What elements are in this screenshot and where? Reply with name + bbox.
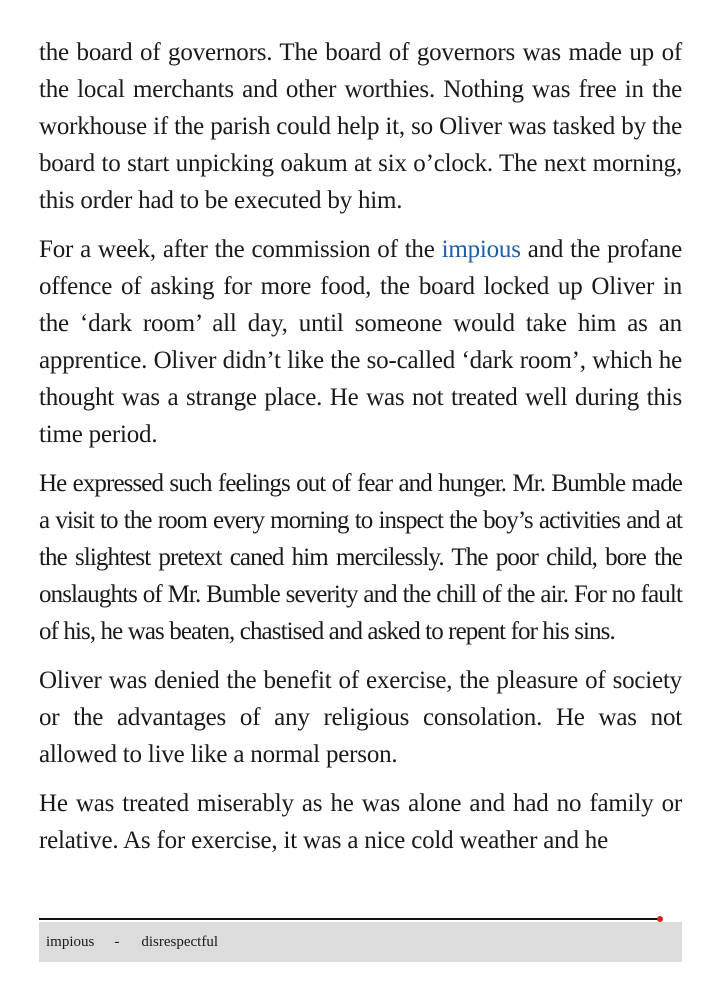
page-body xyxy=(39,34,682,871)
paragraph-5: He was treated miserably as he was alone and had no family or relative. As for exercise, it was a nice cold weather and he xyxy=(39,790,682,854)
glossary-definition: disrespectful xyxy=(141,933,218,950)
glossary-term: impious xyxy=(46,933,95,950)
paragraph-2 xyxy=(39,231,682,453)
footnote-divider xyxy=(39,918,659,920)
glossary-separator: - xyxy=(114,933,120,950)
paragraph-4: Oliver was denied the benefit of exercise, the pleasure of society or the advantages of any religious consolation. He was not allowed to live like a normal person. xyxy=(39,667,682,768)
paragraph-2-after: and the profane offence of asking for more food, the board locked up Oliver in the ‘dark room’ all day, until someone would take him as an apprentice. Oliver didn’t like the so-called ‘dark room’, which he thought was a strange place. He was not treated well during this time period. xyxy=(39,236,683,448)
glossed-word-impious[interactable]: impious xyxy=(441,236,521,263)
paragraph-3: He expressed such feelings out of fear and hunger. Mr. Bumble made a visit to the room every morning to inspect the boy’s activities and at the slightest pretext caned him mercilessly. The poor child, bore the onslaughts of Mr. Bumble severity and the chill of the air. For no fault of his, he was beaten, chastised and asked to repent for his sins. xyxy=(39,470,682,645)
glossary-footnote xyxy=(39,922,682,962)
paragraph-2-before: For a week, after the commission of the xyxy=(39,236,442,263)
paragraph-1: the board of governors. The board of governors was made up of the local merchants and other worthies. Nothing was free in the workhouse if the parish could help it, so Oliver was tasked by the board to start unpicking oakum at six o’clock. The next morning, this order had to be executed by him. xyxy=(39,39,682,214)
